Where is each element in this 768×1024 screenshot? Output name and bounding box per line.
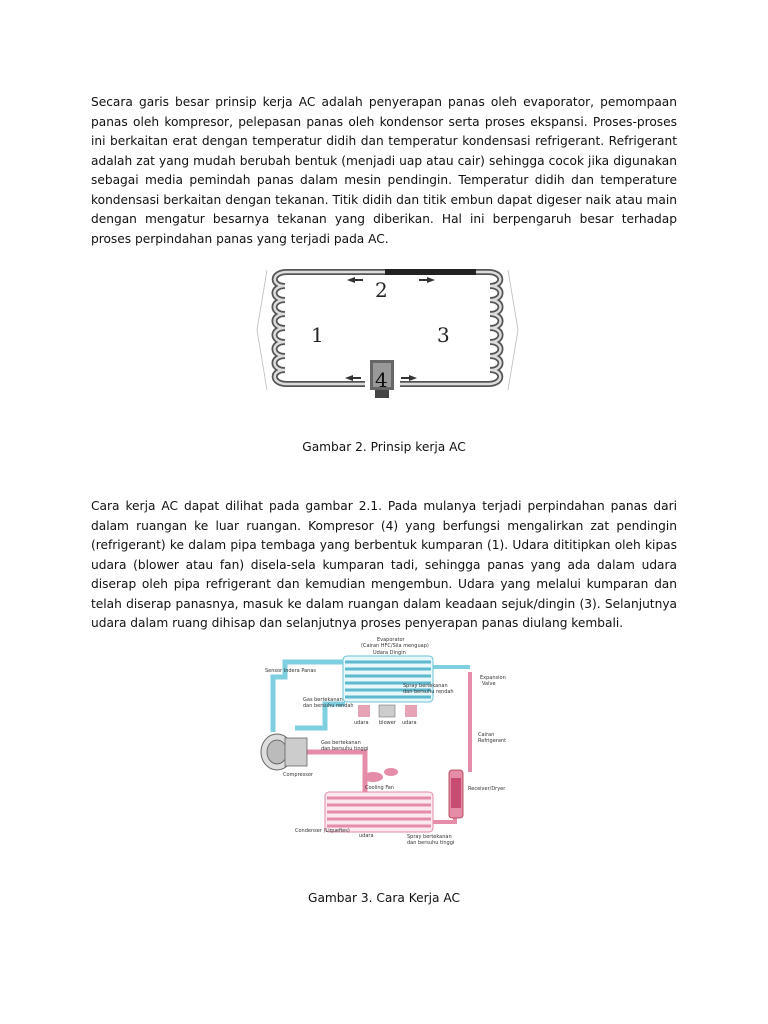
receiver-dryer-icon: [449, 770, 463, 818]
intro-paragraph: Secara garis besar prinsip kerja AC adalah penyerapan panas oleh evaporator, pemompaan panas oleh kompresor, pelepasan panas oleh kondensor serta proses ekspansi. Proses-proses ini berkaitan erat dengan temperatur didih dan temperatur kondensasi refrigerant. Refrigerant adalah zat yang mudah berubah bentuk (menjadi uap atau cair) sehingga cocok jika digunakan sebagai media pemindah panas dalam mesin pendingin. Temperatur didih dan temperature kondensasi berkaitan dengan tekanan. Titik didih dan titik embun dapat digeser naik atau main dengan mengatur besarnya tekanan yang diberikan. Hal ini berpengaruh besar terhadap proses perpindahan panas yang terjadi pada AC.: [91, 95, 677, 246]
spray-low-sublabel: dan bersuhu rendah: [403, 689, 454, 695]
blower-label: blower: [379, 720, 396, 726]
sensor-label: Sensor Indera Panas: [265, 668, 317, 674]
flow-arrow: [347, 277, 363, 283]
flow-arrow: [345, 375, 361, 381]
label-3: 3: [437, 323, 450, 347]
gas-high-label: Gas bertekanan: [321, 740, 361, 746]
gas-low-label: Gas bertekanan: [303, 697, 343, 703]
compressor-label: Compressor: [283, 772, 313, 778]
label-4: 4: [375, 368, 388, 392]
evaporator-label: Evaporator: [377, 637, 405, 643]
ac-principle-diagram: [255, 260, 520, 410]
blower-fan: [358, 705, 417, 717]
evaporator-sublabel: (Cairan HFC/Sila menguap): [361, 643, 429, 649]
condenser-coil: [325, 792, 433, 832]
refrigerant-label: Refrigerant: [478, 738, 507, 744]
valve-label: Valve: [482, 681, 496, 687]
spray-high-label: Spray bertekanan: [407, 834, 452, 840]
compressor-icon: [261, 734, 307, 770]
condenser-label: Condenser (Liquefies): [295, 828, 350, 834]
expansion-label: Expansion: [480, 675, 506, 681]
cooling-fan-label: Cooling Fan: [365, 785, 394, 791]
evaporator-coil: [343, 656, 433, 702]
udara-right-label: udara: [402, 720, 417, 726]
gas-low-sublabel: dan bersuhu rendah: [303, 703, 354, 709]
receiver-label: Receiver/Dryer: [468, 786, 506, 792]
label-1: 1: [311, 323, 324, 347]
figure-3-caption: Gambar 3. Cara Kerja AC: [308, 891, 460, 905]
spray-high-sublabel: dan bersuhu tinggi: [407, 840, 455, 846]
udara-left-label: udara: [354, 720, 369, 726]
cooling-fan-icon: [363, 768, 398, 782]
gas-high-sublabel: dan bersuhu tinggi: [321, 746, 369, 752]
working-paragraph: Cara kerja AC dapat dilihat pada gambar 2.1. Pada mulanya terjadi perpindahan panas dari dalam ruangan ke luar ruangan. Kompresor (4) yang berfungsi mengalirkan zat pendingin (refrigerant) ke dalam pipa tembaga yang berbentuk kumparan (1). Udara dititipkan oleh kipas udara (blower atau fan) disela-sela kumparan tadi, sehingga panas yang ada dalam udara diserap oleh pipa refrigerant dan kemudian mengembun. Udara yang melalui kumparan dan telah diserap panasnya, masuk ke dalam ruangan dalam keadaan sejuk/dingin (3). Selanjutnya udara dalam ruang dihisap dan selanjutnya proses penyerapan panas diulang kembali.: [91, 499, 677, 630]
spray-low-label: Spray bertekanan: [403, 683, 448, 689]
label-2: 2: [375, 278, 388, 302]
udara-dingin-label: Udara Dingin: [373, 650, 406, 656]
ac-system-diagram: [255, 632, 515, 850]
udara-bottom-label: udara: [359, 833, 374, 839]
flow-arrow: [419, 277, 435, 283]
flow-arrow: [401, 375, 417, 381]
figure-2-caption: Gambar 2. Prinsip kerja AC: [302, 440, 466, 454]
cairan-label: Cairan: [478, 732, 495, 738]
